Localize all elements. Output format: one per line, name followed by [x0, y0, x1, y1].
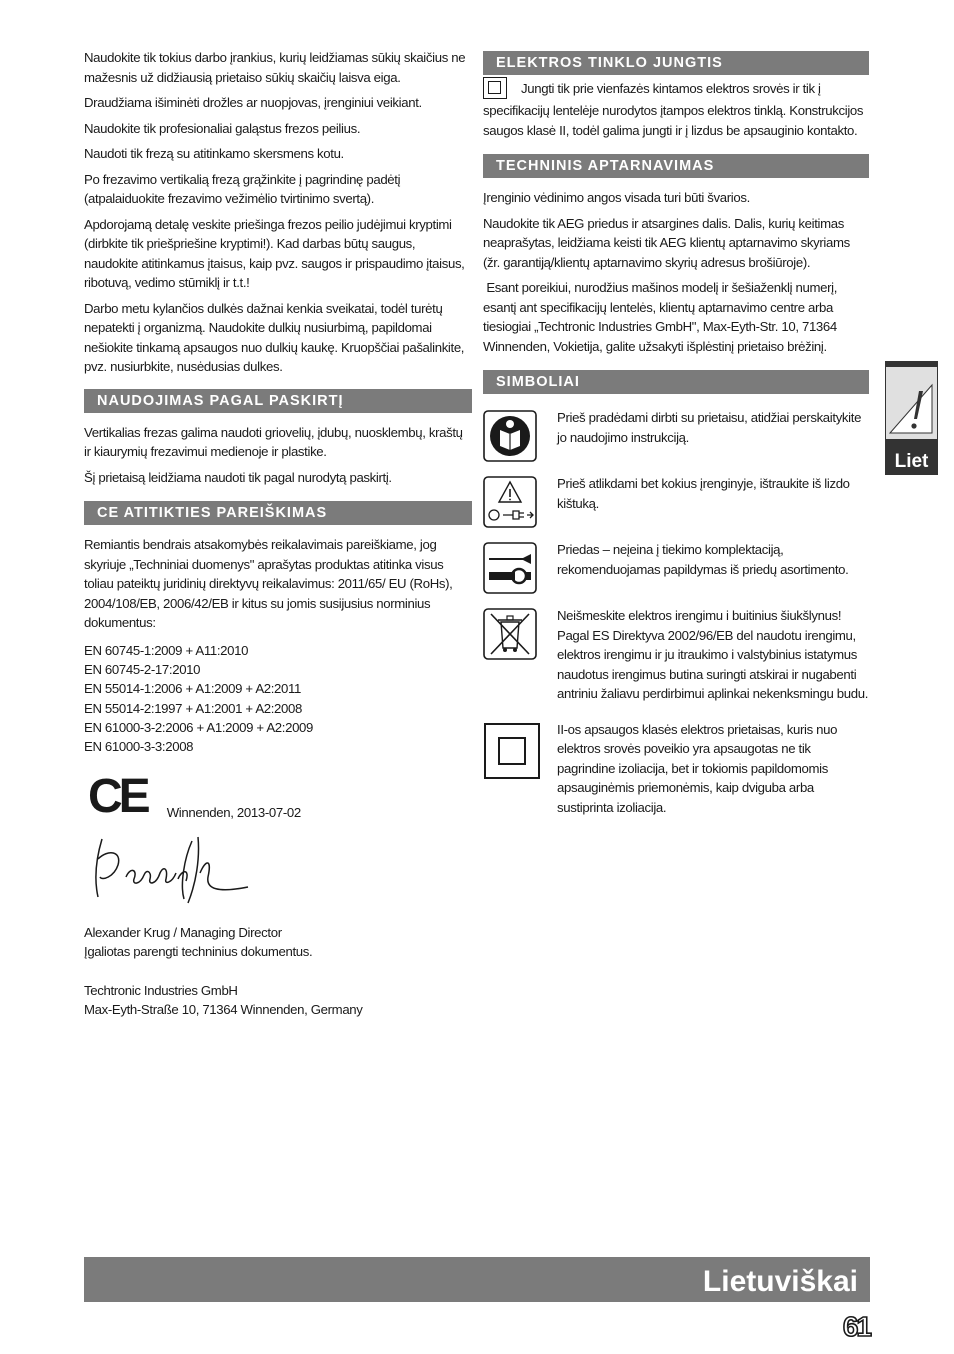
ce-block: [84, 769, 472, 823]
signer-name: Alexander Krug / Managing Director: [84, 924, 282, 940]
paragraph: Naudokite tik AEG priedus ir atsargines dalis. Dalis, kurių keitimas neaprašytas, leidžiama keisti tik AEG klientų aptarnavimo skyriams (žr. garantiją/klientų aptarnavimo skyrių adresus brošiūroje).: [483, 215, 850, 270]
standard-item: EN 55014-2:1997 + A1:2001 + A2:2008: [84, 700, 302, 716]
section-heading-mains: ELEKTROS TINKLO JUNGTIS: [483, 51, 869, 75]
place-date: Winnenden, 2013-07-02: [166, 805, 301, 821]
footer-language-bar: [84, 1257, 870, 1302]
symbol-row: [483, 720, 869, 818]
signature-image: [88, 829, 258, 909]
symbol-text: Priedas – neįeina į tiekimo komplektaciją, rekomenduojamas papildymas iš priedų asortimento.: [557, 542, 849, 577]
warning-icon: [886, 367, 937, 439]
standard-item: EN 55014-1:2006 + A1:2009 + A2:2011: [84, 681, 302, 697]
symbol-row: [483, 474, 869, 524]
standard-item: EN 60745-1:2009 + A11:2010: [84, 642, 249, 658]
symbol-row: [483, 408, 869, 458]
symbol-text: Neišmeskite elektros irengimu i buitinius šiukšlynus! Pagal ES Direktyva 2002/96/EB del naudotu irengimu, elektros irengimu ir ju itraukimo i valstybinius istatymus naudotus irengimus butina suringti atskirai ir nugabenti antriniu žaliavu perdirbimui aplinkai nekenksmingu budu.: [557, 608, 869, 701]
paragraph: Naudoti tik frezą su atitinkamo skersmens kotu.: [84, 146, 344, 161]
paragraph: Šį prietaisą leidžiama naudoti tik pagal nurodytą paskirtį.: [84, 469, 392, 485]
unplug-icon: [483, 476, 537, 524]
paragraph: [483, 79, 869, 140]
paragraph: Įrenginio vėdinimo angos visada turi būti švarios.: [483, 190, 750, 205]
symbol-text: Prieš pradėdami dirbti su prietaisu, atidžiai perskaitykite jo naudojimo instrukciją.: [557, 410, 862, 445]
mains-text: Jungti tik prie vienfazės kintamos elektros srovės ir tik į specifikacijų lentelėje nurodytos įtampos elektros tinklą. Konstrukcijos saugos klasė II, todėl galima jungti ir į lizdus be apsauginio kontakto.: [483, 81, 864, 138]
read-manual-icon: [483, 410, 537, 458]
symbol-text: Prieš atlikdami bet kokius įrenginyje, ištraukite iš lizdo kištuką.: [557, 476, 850, 511]
class-ii-small-icon: [483, 77, 507, 99]
signer-note: Įgaliotas parengti techninius dokumentus.: [84, 944, 313, 960]
paragraph: Vertikalias frezas galima naudoti griovelių, įdubų, nuosklembų, kraštų ir kiaurymių frezavimui medienoje ir plastike.: [84, 424, 463, 459]
weee-bin-icon: [483, 608, 537, 656]
ce-declaration-text: Remiantis bendrais atsakomybės reikalavimais pareiškiame, jog skyriuje „Techniniai duomenys" aprašytas produktas atitinka visus toliau pateiktų juridinių direktyvų reikalavimus: 2011/65/ EU (RoHs), 2004/108/EB, 2006/42/EB ir kitus su jomis susijusius norminius dokumentus:: [84, 537, 453, 630]
footer-title: Lietuviškai: [702, 1265, 858, 1298]
symbol-text: II-os apsaugos klasės elektros prietaisas, kuris nuo elektros srovės poveikio yra apsaugotas ne tik pagrindine izoliacija, bet ir tokiomis papildomomis apsauginėmis priemonėmis, kaip dviguba arba sustiprinta izoliacija.: [557, 721, 838, 815]
paragraph: Naudokite tik profesionaliai galąstus frezos peilius.: [84, 120, 361, 136]
standard-item: EN 61000-3-3:2008: [84, 739, 194, 755]
standard-item: EN 61000-3-2:2006 + A1:2009 + A2:2009: [84, 720, 314, 736]
section-heading-symbols: SIMBOLIAI: [483, 370, 869, 394]
symbol-row: [483, 606, 869, 704]
paragraph: Apdorojamą detalę veskite priešinga frezos peilio judėjimui kryptimi (dirbkite tik priešpriešine kryptimi!). Kad darbas būtų saugus, naudokite atitinkamus įtaisus, kaip pvz. saugos ir prispaudimo įtaisus, ribotuvą, vedimo stūmiklį ir t.t.!: [84, 216, 465, 290]
section-heading-service: TECHNINIS APTARNAVIMAS: [483, 154, 869, 178]
standard-item: EN 60745-2-17:2010: [84, 661, 201, 677]
paragraph: Po frezavimo vertikalią frezą grąžinkite į pagrindinę padėtį (atpalaiduokite frezavimo vežimėlio tvirtinimo svertą).: [84, 171, 401, 206]
paragraph: Esant poreikiui, nurodžius mašinos modelį ir šešiaženklį numerį, esantį ant specifikacijų lentelės, klientų aptarnavimo centre arba tiesiogiai „Techtronic Industries GmbH", Max-Eyth-Str. 10, 71364 Winnenden, Vokietija, galite užsakyti išplėstinį prietaiso brėžinį.: [483, 280, 841, 354]
left-column: [84, 48, 472, 1020]
ce-mark-logo: CE: [88, 769, 147, 823]
page-number: 61: [842, 1311, 870, 1342]
standards-list: [84, 641, 472, 757]
company-address: Max-Eyth-Straße 10, 71364 Winnenden, Germany: [84, 1002, 363, 1018]
section-heading-ce: CE ATITIKTIES PAREIŠKIMAS: [84, 501, 472, 525]
accessory-icon: [483, 542, 537, 590]
company-name: Techtronic Industries GmbH: [84, 982, 238, 998]
paragraph: Naudokite tik tokius darbo įrankius, kurių leidžiamas sūkių skaičius ne mažesnis už didžiausią prietaiso sūkių skaičių laisva eiga.: [84, 50, 466, 85]
symbol-row: [483, 540, 869, 590]
right-column: [483, 51, 869, 833]
paragraph: Draudžiama išiminėti drožles ar nuopjovas, įrenginiui veikiant.: [84, 95, 422, 110]
paragraph: Darbo metu kylančios dulkės dažnai kenkia sveikatai, todėl turėtų nepatekti į organizmą. Naudokite dulkių nusiurbimą, papildomai nešiokite tinkamą apsaugos nuo dulkių kaukę. Kruopščiai pašalinkite, pvz. nusiurbkite, nusėdusias dulkes.: [84, 300, 465, 374]
section-heading-usage: NAUDOJIMAS PAGAL PASKIRTĮ: [84, 389, 472, 413]
language-tab-label: Liet: [894, 451, 929, 472]
class-ii-icon: [483, 722, 537, 780]
language-side-tab: [885, 361, 938, 475]
